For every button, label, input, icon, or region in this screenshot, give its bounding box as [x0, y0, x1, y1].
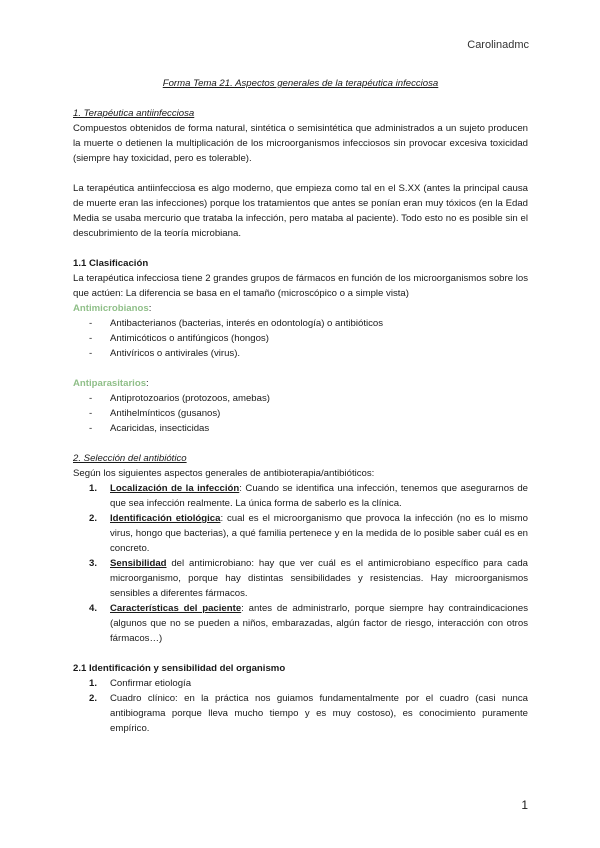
section-1-paragraph-2: La terapéutica antiinfecciosa es algo moderno, que empieza como tal en el S.XX (antes la principal causa de muerte eran las infecciones) porque los tratamientos que antes se ponían eran muy tóxicos (en la Edad Media se usaba mercurio que trataba la infección, pero mataba al paciente). Todo esto no es posible sin el descubrimiento de la teoría microbiana. [73, 183, 528, 239]
antimicrobianos-label: Antimicrobianos: [73, 303, 152, 314]
list-item: - Antiprotozoarios (protozoos, amebas) [73, 391, 528, 406]
antiparasitarios-label: Antiparasitarios: [73, 378, 149, 389]
page-number: 1 [521, 798, 528, 812]
list-item: 1. Localización de la infección: Cuando se identifica una infección, tenemos que asegurarnos de que sea infección realmente. La única forma de saberlo es la clínica. [89, 483, 528, 509]
section-2-heading: 2. Selección del antibiótico [73, 453, 187, 464]
list-item: - Antivíricos o antivirales (virus). [73, 346, 528, 361]
section-1-heading: 1. Terapéutica antiinfecciosa [73, 108, 195, 119]
author-name: Carolinadmc [467, 39, 529, 51]
list-item: 2. Identificación etiológica: cual es el microorganismo que provoca la infección (no es lo mismo virus, hongo que bacterias), a qué familia pertenece y en la medida de lo posible saber cuál es en concreto. [89, 513, 528, 554]
document-title: Forma Tema 21. Aspectos generales de la terapéutica infecciosa [162, 78, 439, 89]
list-item: 4. Características del paciente: antes de administrarlo, porque siempre hay contraindicaciones (algunos que no se pueden a niños, embarazadas, algún factor de riesgo, interacción con otros fármacos…) [89, 603, 528, 644]
section-2-1-heading: 2.1 Identificación y sensibilidad del organismo [73, 663, 286, 674]
list-item: 3. Sensibilidad del antimicrobiano: hay que ver cuál es el antimicrobiano específico para cada microorganismo, porque hay distintas sensibilidades y resistencias. Hay microorganismos sensibles a diferentes fármacos. [89, 558, 528, 599]
section-1-1-paragraph: La terapéutica infecciosa tiene 2 grandes grupos de fármacos en función de los microorganismos sobre los que actúen: La diferencia se basa en el tamaño (microscópico o a simple vista) [73, 273, 528, 299]
antiparasitarios-list [73, 391, 528, 436]
section-2-intro: Según los siguientes aspectos generales de antibioterapia/antibióticos: [73, 468, 375, 479]
list-item: 2. Cuadro clínico: en la práctica nos guiamos fundamentalmente por el cuadro (casi nunca antibiograma porque lleva mucho tiempo y es muy costoso), es conocimiento puramente empírico. [89, 693, 528, 734]
list-item: - Acaricidas, insecticidas [73, 421, 528, 436]
section-1-paragraph-1: Compuestos obtenidos de forma natural, sintética o semisintética que administrados a un sujeto producen la muerte o detienen la multiplicación de los microorganismos infecciosos sin provocar excesiva toxicidad (siempre hay toxicidad, pero es tolerable). [73, 123, 528, 164]
selection-criteria-list [73, 481, 528, 646]
identification-list [73, 676, 528, 736]
list-item: 1. Confirmar etiología [89, 678, 192, 689]
list-item: - Antibacterianos (bacterias, interés en odontología) o antibióticos [73, 316, 528, 331]
section-1-1-heading: 1.1 Clasificación [73, 258, 149, 269]
list-item: - Antihelmínticos (gusanos) [73, 406, 528, 421]
antimicrobianos-list [73, 316, 528, 361]
list-item: - Antimicóticos o antifúngicos (hongos) [73, 331, 528, 346]
document-body [73, 76, 528, 736]
